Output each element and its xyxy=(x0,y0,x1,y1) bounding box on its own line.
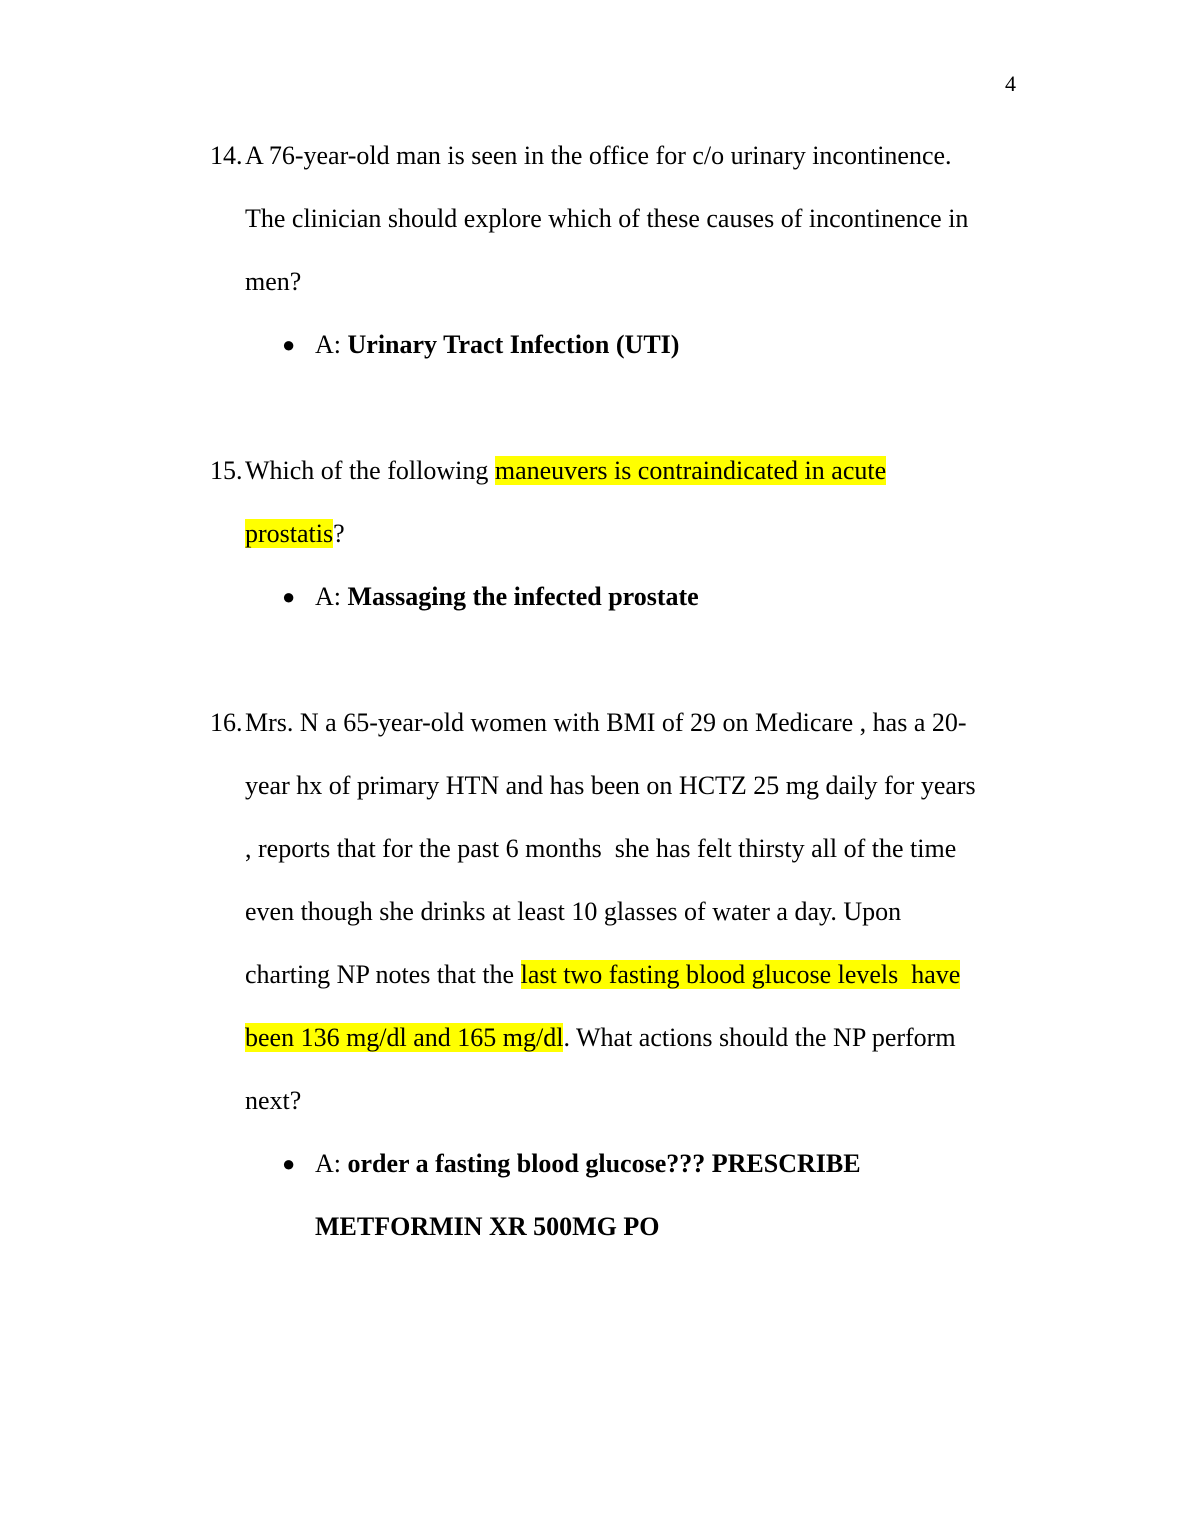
answer-value: Urinary Tract Infection (UTI) xyxy=(347,330,680,359)
highlighted-text: been 136 mg/dl and 165 mg/dl xyxy=(245,1023,564,1052)
question-text-plain: . What actions should the NP perform xyxy=(563,1023,956,1052)
answer-continuation xyxy=(210,1212,1025,1275)
bullet-icon: ● xyxy=(282,584,296,609)
answer-prefix: A: xyxy=(315,1149,348,1178)
question-line xyxy=(210,708,1025,771)
question-line xyxy=(210,897,1025,960)
question-text xyxy=(245,519,345,549)
question-text xyxy=(245,456,886,486)
question-15 xyxy=(210,456,1025,645)
question-14 xyxy=(210,141,1025,393)
question-text: even though she drinks at least 10 glasses of water a day. Upon xyxy=(245,897,902,926)
answer-item xyxy=(210,1149,1025,1212)
answer-value: order a fasting blood glucose??? PRESCRIBE xyxy=(347,1149,861,1178)
question-text-plain: ? xyxy=(333,519,345,548)
bullet-icon: ● xyxy=(282,1151,296,1176)
answer-prefix: A: xyxy=(315,582,348,611)
question-text-plain: charting NP notes that the xyxy=(245,960,521,989)
question-text: , reports that for the past 6 months she has felt thirsty all of the time xyxy=(245,834,957,863)
question-number: 15. xyxy=(210,456,243,485)
answer-text xyxy=(315,582,699,612)
question-line xyxy=(210,1023,1025,1086)
question-text: A 76-year-old man is seen in the office for c/o urinary incontinence. xyxy=(245,141,952,170)
highlighted-text: last two fasting blood glucose levels have xyxy=(520,960,961,989)
question-line xyxy=(210,204,1025,267)
answer-item xyxy=(210,330,1025,393)
answer-prefix: A: xyxy=(315,330,348,359)
question-text: men? xyxy=(245,267,302,296)
question-text xyxy=(245,1023,956,1053)
question-text: next? xyxy=(245,1086,302,1115)
question-line xyxy=(210,456,1025,519)
question-line xyxy=(210,960,1025,1023)
question-text: year hx of primary HTN and has been on HCTZ 25 mg daily for years xyxy=(245,771,976,800)
question-number: 14. xyxy=(210,141,243,170)
answer-item xyxy=(210,582,1025,645)
question-text: The clinician should explore which of these causes of incontinence in xyxy=(245,204,969,233)
question-line xyxy=(210,1086,1025,1149)
answer-text xyxy=(315,1212,659,1242)
question-text xyxy=(245,960,960,990)
question-line xyxy=(210,771,1025,834)
question-16 xyxy=(210,708,1025,1275)
page-number: 4 xyxy=(1005,71,1016,96)
bullet-icon: ● xyxy=(282,332,296,357)
question-line xyxy=(210,141,1025,204)
answer-value: METFORMIN XR 500MG PO xyxy=(315,1212,660,1241)
answer-text xyxy=(315,1149,861,1179)
question-line xyxy=(210,267,1025,330)
highlighted-text: maneuvers is contraindicated in acute xyxy=(494,456,887,485)
answer-value: Massaging the infected prostate xyxy=(347,582,699,611)
answer-text xyxy=(315,330,679,360)
question-number: 16. xyxy=(210,708,243,737)
question-line xyxy=(210,519,1025,582)
question-text: Mrs. N a 65-year-old women with BMI of 29 on Medicare , has a 20- xyxy=(245,708,967,737)
question-line xyxy=(210,834,1025,897)
highlighted-text: prostatis xyxy=(245,519,334,548)
question-text-plain: Which of the following xyxy=(245,456,495,485)
